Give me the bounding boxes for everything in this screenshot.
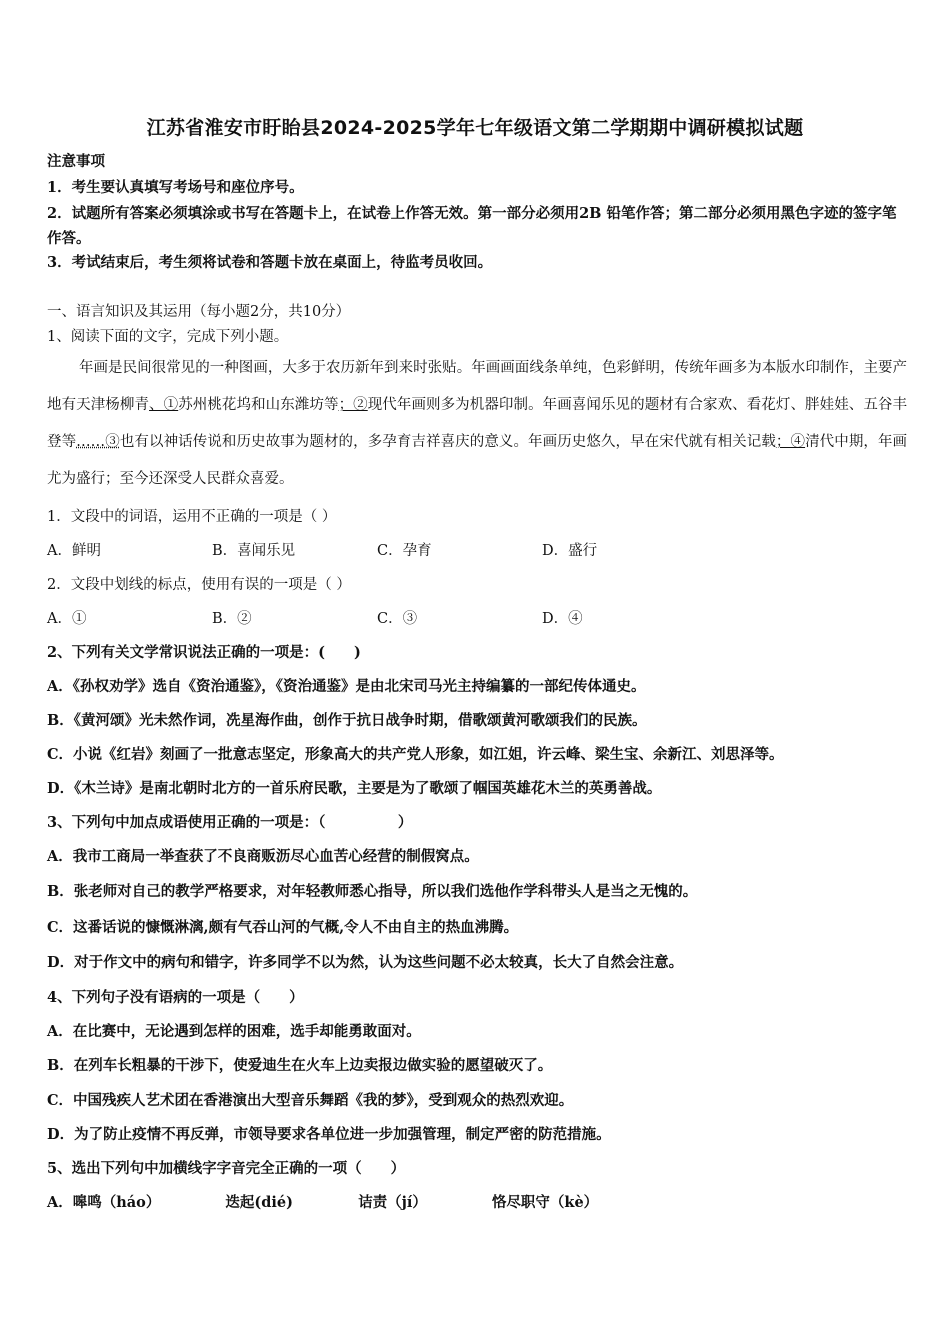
- q4-option-a[interactable]: A．在比赛中，无论遇到怎样的困难，选手却能勇敢面对。: [47, 1023, 421, 1040]
- section-heading: 一、语言知识及其运用（每小题2分，共10分）: [47, 304, 351, 320]
- q5-a-item-3: 诘责（jí）: [358, 1194, 427, 1211]
- notice-item-3: 3．考试结束后，考生须将试卷和答题卡放在桌面上，待监考员收回。: [47, 254, 493, 271]
- mark-2-underlined: ；②: [338, 397, 368, 413]
- page-title: 江苏省淮安市盱眙县2024-2025学年七年级语文第二学期期中调研模拟试题: [146, 117, 804, 139]
- passage-part-5: 清代中期，年画尤为盛行；至今还深受人民群众喜爱。: [47, 434, 908, 487]
- sub1-stem: 1．文段中的词语，运用不正确的一项是（ ）: [47, 509, 337, 525]
- sub1-option-a[interactable]: A．鲜明: [47, 543, 101, 559]
- mark-1-underlined: 、①: [149, 397, 179, 413]
- q4-option-b[interactable]: B．在列车长粗暴的干涉下，使爱迪生在火车上边卖报边做实验的愿望破灭了。: [47, 1057, 553, 1074]
- sub2-option-c[interactable]: C．③: [377, 611, 418, 627]
- q5-option-a[interactable]: [47, 1193, 907, 1213]
- passage-part-2: 苏州桃花坞和山东潍坊等: [178, 397, 339, 413]
- q3-option-c[interactable]: C．这番话说的慷慨淋漓,颇有气吞山河的气概,令人不由自主的热血沸腾。: [47, 919, 519, 936]
- sub2-option-d[interactable]: D．④: [542, 611, 583, 627]
- passage-part-4: 也有以神话传说和历史故事为题材的，多孕育吉祥喜庆的意义。年画历史悠久，早在宋代就有相关记载: [119, 434, 776, 450]
- q2-option-d[interactable]: D．《木兰诗》是南北朝时北方的一首乐府民歌，主要是为了歌颂了帼国英雄花木兰的英勇善战。: [47, 780, 662, 797]
- sub1-options: [47, 541, 907, 561]
- q3-stem: 3、下列句中加点成语使用正确的一项是：（ ）: [47, 814, 413, 831]
- passage-part-3: 现代年画则多为机器印制。年画喜闻乐见的题材有合家欢、看花灯、胖娃娃、五谷丰登等: [47, 397, 908, 450]
- mark-4-underlined: ；④: [775, 434, 806, 450]
- q2-option-b[interactable]: B．《黄河颂》光未然作词，冼星海作曲，创作于抗日战争时期，借歌颂黄河歌颂我们的民族。: [47, 712, 647, 729]
- q3-option-b[interactable]: B．张老师对自己的教学严格要求，对年轻教师悉心指导，所以我们选他作学科带头人是当之无愧的。: [47, 883, 698, 900]
- sub2-option-b[interactable]: B．②: [212, 611, 252, 627]
- sub1-option-c[interactable]: C．孕育: [377, 543, 432, 559]
- q4-option-d[interactable]: D．为了防止疫情不再反弹，市领导要求各单位进一步加强管理，制定严密的防范措施。: [47, 1126, 611, 1143]
- q5-a-item-2: 迭起(dié): [225, 1194, 294, 1211]
- sub1-option-d[interactable]: D．盛行: [542, 543, 598, 559]
- notice-item-1: 1．考生要认真填写考场号和座位序号。: [47, 179, 304, 196]
- sub2-option-a[interactable]: A．①: [47, 611, 87, 627]
- passage-part-1: 年画是民间很常见的一种图画，大多于农历新年到来时张贴。年画画面线条单纯，色彩鲜明，传统年画多为本版水印制作，主要产地有天津杨柳青: [47, 360, 907, 413]
- sub2-stem: 2．文段中划线的标点，使用有误的一项是（ ）: [47, 577, 351, 593]
- mark-3-underlined: ……③: [76, 434, 120, 450]
- q2-option-a[interactable]: A．《孙权劝学》选自《资治通鉴》，《资治通鉴》是由北宋司马光主持编纂的一部纪传体通史。: [47, 678, 646, 695]
- sub2-options: [47, 609, 907, 629]
- q3-option-d[interactable]: D．对于作文中的病句和错字，许多同学不以为然，认为这些问题不必太较真，长大了自然会注意。: [47, 954, 684, 971]
- reading-passage: [47, 350, 907, 498]
- q5-a-item-4: 恪尽职守（kè）: [491, 1194, 599, 1211]
- q1-stem: 1、阅读下面的文字，完成下列小题。: [47, 329, 289, 345]
- q3-option-a[interactable]: A．我市工商局一举查获了不良商贩沥尽心血苦心经营的制假窝点。: [47, 848, 479, 865]
- q5-a-item-1: A．嗥鸣（háo）: [47, 1194, 161, 1211]
- sub1-option-b[interactable]: B．喜闻乐见: [212, 543, 296, 559]
- q4-stem: 4、下列句子没有语病的一项是（ ）: [47, 989, 304, 1006]
- q5-stem: 5、选出下列句中加横线字字音完全正确的一项（ ）: [47, 1160, 406, 1177]
- notice-item-2: 2．试题所有答案必须填涂或书写在答题卡上，在试卷上作答无效。第一部分必须用2B 铅笔作答；第二部分必须用黑色字迹的签字笔作答。: [47, 205, 897, 247]
- q4-option-c[interactable]: C．中国残疾人艺术团在香港演出大型音乐舞蹈《我的梦》，受到观众的热烈欢迎。: [47, 1092, 574, 1109]
- notice-heading: 注意事项: [47, 153, 105, 170]
- q2-stem: 2、下列有关文学常识说法正确的一项是：( ): [47, 644, 361, 661]
- q2-option-c[interactable]: C．小说《红岩》刻画了一批意志坚定，形象高大的共产党人形象，如江姐，许云峰、梁生宝、余新江、刘思泽等。: [47, 746, 784, 763]
